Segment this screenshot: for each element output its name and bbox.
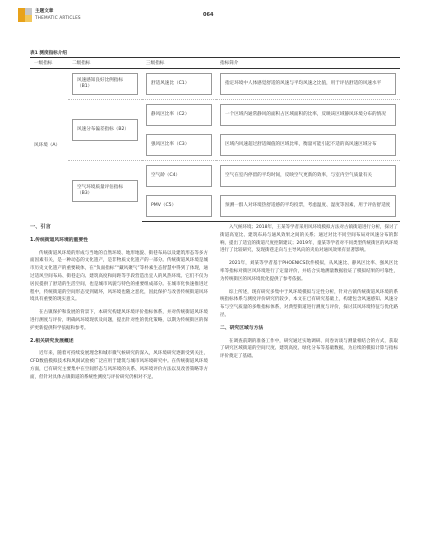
- desc-cell: [216, 161, 400, 192]
- desc-box: 指定环境中人体感觉舒适的风速与平均风速之比值，用于评估舒适的风速水平: [220, 73, 396, 95]
- left-column: [30, 224, 208, 387]
- subsection-heading: 2.相关研究发展概述: [30, 338, 74, 344]
- table-row: [30, 100, 400, 131]
- level3-box: 空气龄（C4）: [146, 165, 212, 187]
- desc-cell: [216, 100, 400, 131]
- level2-box: 空气环境质量评估指标（B3）: [72, 180, 138, 202]
- desc-cell: [216, 69, 400, 100]
- level3-cell: [142, 191, 216, 222]
- level3-cell: [142, 130, 216, 161]
- level3-box: PMV（C5）: [146, 195, 212, 217]
- level2-cell: [68, 161, 142, 222]
- subsection-heading: 1.传统街道风环境的重要性: [30, 237, 88, 243]
- desc-box: 预测一群人对环境热舒适感的平均投票，考虑温度、湿度等因素，用于评估舒适度: [220, 195, 396, 217]
- level3-box: 舒适风速比（C1）: [146, 73, 212, 95]
- indicator-table: [30, 57, 400, 222]
- table-header-row: [30, 58, 400, 69]
- paragraph: 入气候环境；2018年，王某等学者采用风环境模拟方法对古镇街道进行分析，探讨了街道高宽比、建筑布局与通风效果之间的关系；通过对比不同空间布局对风速分布的影响，提出了适宜的街道尺度控制建议；2019年，童某等学者对不同类型传统街区的风环境进行了比较研究，发现街巷走向与主导风向的夹角对通风效果有显著影响。: [220, 225, 398, 254]
- subsection-heading: 二、研究区域与方法: [220, 325, 264, 331]
- level3-cell: [142, 161, 216, 192]
- level2-cell: [68, 100, 142, 161]
- right-column: [220, 224, 398, 366]
- level2-box: 风速分布偏差指标（B2）: [72, 119, 138, 141]
- level1-cell: 风环境（A）: [34, 143, 61, 149]
- desc-cell: [216, 130, 400, 161]
- desc-cell: [216, 191, 400, 222]
- level3-box: 静风区比率（C2）: [146, 104, 212, 126]
- header-level2: 二级指标: [68, 58, 142, 69]
- paragraph: 在调查前期的准备工作中，研究通过实地调研、问卷访谈与测量相结合的方式，获取了研究区域街道的空间尺度、建筑高度、绿化分布等基础数据，为后续的模拟计算与指标评价奠定了基础。: [220, 338, 398, 360]
- header-title: 主题文章: [35, 9, 54, 14]
- paragraph: 2021年，刘某等学者基于PHOENICS软件模拟，从风速比、静风区比率、强风区比率等指标对街区风环境进行了定量评价，并结合实地测量数据验证了模拟结果的可靠性，为传统街区的风环境优化提供了参考依据。: [220, 261, 398, 282]
- table-caption: 表1 测度指标介绍: [30, 51, 67, 56]
- table-row: [30, 161, 400, 192]
- paragraph: 近年来，随着可持续发展理念和城市微气候研究的深入，风环境研究逐渐受到关注，CFD数值模拟技术和风洞试验被广泛应用于建筑与城市风环境研究中。在传统街道风环境方面，已有研究主要集中在空间形态与风环境的关系、风环境评价方法以及改善策略等方面，但针对具体古镇街道的系统性测度与评价研究仍相对不足。: [30, 351, 208, 380]
- header-subtitle: THEMATIC ARTICLES: [35, 15, 81, 20]
- desc-box: 区域内风速超过舒适阈值的区域比率，衡量可能引起不适的高风速区域分布: [220, 134, 396, 156]
- level2-cell: [68, 69, 142, 100]
- header-level1: 一级指标: [30, 58, 68, 69]
- paragraph: 在古镇保护和发展的背景下，本研究构建风环境评价指标体系，并对传统街道风环境进行测度与评价，明确风环境现状及问题，提出针对性的优化策略，以期为传统街区的保护更新提供科学依据和参考。: [30, 310, 208, 331]
- table-row: [30, 69, 400, 100]
- paragraph: 传统街道风环境的形成与当地的自然环境、地形地貌、街巷布局以及建筑形态等多方面因素有关，是一种动态的文化遗产，是非物质文化遗产的一部分。传统街道风环境是城市历史文化遗产的重要载体，在“负面指标”“藏风聚气”等朴素生态智慧中得到了体现，通过适风空间布局、街巷走向、建筑高度和间距等手段营造出宜人的风热环境。它们不仅为居民提供了舒适的生活空间，也是城市风貌与特色的重要组成部分。在城市化快速推进过程中，传统街道的空间形态受到破坏，风环境也随之恶化，因此保护与改善传统街道风环境具有重要的现实意义。: [30, 250, 208, 303]
- level3-cell: [142, 69, 216, 100]
- page-number: 064: [203, 12, 214, 18]
- desc-box: 空气在室内停留的平均时间，反映空气更新的效率，与室内空气质量有关: [220, 165, 396, 187]
- header-description: 指标简介: [216, 58, 400, 69]
- header-level3: 三级指标: [142, 58, 216, 69]
- journal-logo: [18, 8, 32, 22]
- paragraph: 综上所述，现有研究多集中于风环境模拟与定性分析，针对古镇传统街道风环境的系统指标体系与测度评价研究仍较少，本文在已有研究基础上，构建包含风速感知、风速分布与空气质量的多维指标体系，对典型街道进行测度与评价，探讨其风环境特征与优化路径。: [220, 289, 398, 318]
- level2-box: 风速感知良好比例指标（B1）: [72, 73, 138, 95]
- level3-box: 强风区比率（C3）: [146, 134, 212, 156]
- section-heading: 一、引言: [30, 224, 51, 230]
- level3-cell: [142, 100, 216, 131]
- desc-box: 一个区域内通常静风的面积占区域面积的比率，反映该区域静风环境分布的情况: [220, 104, 396, 126]
